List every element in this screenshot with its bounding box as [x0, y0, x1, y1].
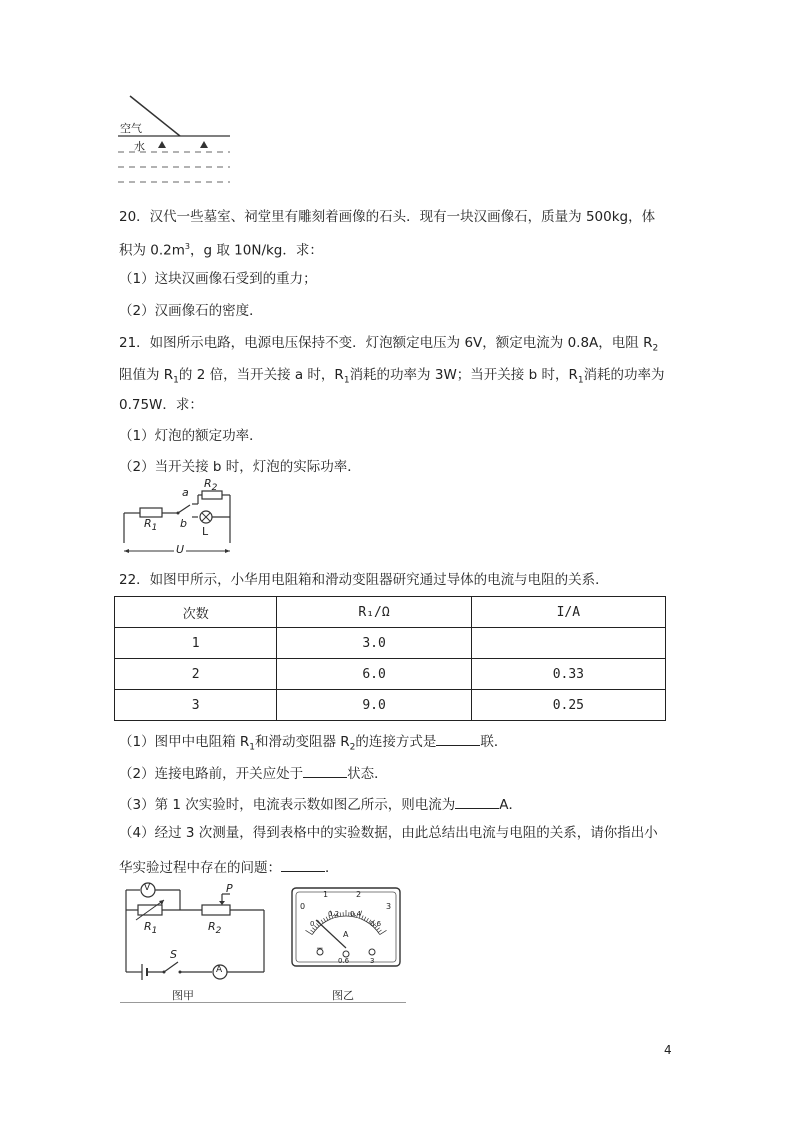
dial-tick	[312, 928, 315, 931]
r2-label: $R_2$	[204, 477, 218, 494]
q22-data-table	[114, 596, 666, 721]
scale-bottom-1: 0.2	[328, 910, 340, 918]
terminal-3: 3	[370, 957, 375, 965]
r1-label: $R_1$	[144, 517, 158, 534]
figure-yi-ammeter	[290, 886, 402, 1006]
minus-terminal: −	[316, 944, 324, 954]
scale-bottom-3: 0.6	[370, 920, 382, 928]
dial-tick	[362, 916, 364, 920]
slider-p-label: P	[226, 882, 233, 895]
q20-line2: 积为 $0.2m^3$，g 取 10N/kg．求：	[119, 242, 323, 259]
switch-s-label: S	[170, 948, 177, 961]
dial-tick	[314, 925, 317, 928]
dial-tick	[324, 918, 326, 921]
table-row	[115, 659, 666, 690]
q22-sub4-line2: 华实验过程中存在的问题： ．	[119, 857, 339, 877]
page-number: 4	[664, 1043, 672, 1057]
table-cell: 3	[115, 690, 277, 721]
water-label: 水	[134, 140, 145, 153]
figure-baseline-rule	[120, 1002, 406, 1003]
table-cell	[471, 628, 665, 659]
voltmeter-icon: V	[144, 883, 151, 893]
r2-label: $R_2$	[208, 920, 222, 937]
dial-tick	[364, 917, 366, 921]
scale-bottom-0: 0	[310, 920, 315, 928]
q21-sub1: （1）灯泡的额定功率．	[119, 428, 263, 444]
dial-tick	[366, 918, 368, 921]
table-cell: 2	[115, 659, 277, 690]
lamp-label: L	[202, 525, 209, 538]
figure-jia-circuit	[118, 880, 270, 1004]
table-header-cell: I/A	[471, 597, 665, 628]
q20-sub2: （2）汉画像石的密度．	[119, 303, 263, 319]
table-cell: 6.0	[277, 659, 471, 690]
scale-top-2: 2	[356, 890, 362, 899]
q20-line1: 20．汉代一些墓室、祠堂里有雕刻着画像的石头．现有一块汉画像石，质量为 500kg，体	[119, 209, 656, 225]
answer-blank[interactable]	[455, 794, 499, 809]
scale-top-3: 3	[386, 902, 392, 911]
table-cell: 0.25	[471, 690, 665, 721]
voltage-label: U	[176, 543, 185, 556]
terminal-0.6: 0.6	[338, 957, 350, 965]
figure-q21-circuit	[118, 477, 238, 561]
table-cell: 3.0	[277, 628, 471, 659]
dial-tick	[311, 930, 314, 932]
scale-top-1: 1	[323, 890, 329, 899]
q20-sub1: （1）这块汉画像石受到的重力；	[119, 271, 317, 287]
table-header-cell: R₁/Ω	[277, 597, 471, 628]
table-row	[115, 690, 666, 721]
scale-bottom-2: 0.4	[350, 910, 362, 918]
figure-yi-caption: 图乙	[332, 989, 354, 1002]
q22-sub4-line1: （4）经过 3 次测量，得到表格中的实验数据，由此总结出电流与电阻的关系，请你指出小	[119, 825, 658, 841]
r1-label: $R_1$	[144, 920, 158, 937]
ammeter-icon: A	[216, 965, 223, 975]
dial-tick	[377, 928, 380, 931]
dial-tick	[316, 923, 319, 926]
figure-jia-caption: 图甲	[172, 989, 194, 1002]
q21-line1: 21．如图所示电路，电源电压保持不变．灯泡额定电压为 6V，额定电流为 0.8A，电阻 $R_2$	[119, 335, 659, 354]
scale-top-0: 0	[300, 902, 306, 911]
answer-blank[interactable]	[281, 857, 325, 872]
air-label: 空气	[120, 122, 142, 135]
table-cell: 1	[115, 628, 277, 659]
table-cell: 9.0	[277, 690, 471, 721]
dial-tick	[340, 912, 341, 916]
q22-intro: 22．如图甲所示，小华用电阻箱和滑动变阻器研究通过导体的电流与电阻的关系．	[119, 572, 609, 588]
answer-blank[interactable]	[436, 731, 480, 746]
table-row	[115, 628, 666, 659]
table-header-cell: 次数	[115, 597, 277, 628]
dial-tick	[321, 920, 323, 923]
jia-circuit-diagram	[118, 880, 270, 1004]
unit-label: A	[343, 930, 349, 939]
q21-line3: 0.75W．求：	[119, 397, 203, 413]
switch-b-label: b	[180, 517, 187, 530]
switch-a-label: a	[182, 486, 189, 499]
table-cell: 0.33	[471, 659, 665, 690]
q22-sub2: （2）连接电路前，开关应处于 状态．	[119, 763, 388, 783]
answer-blank[interactable]	[303, 763, 347, 778]
table-header-row	[115, 597, 666, 628]
q22-sub3: （3）第 1 次实验时，电流表示数如图乙所示，则电流为 A．	[119, 794, 522, 814]
q21-sub2: （2）当开关接 b 时，灯泡的实际功率．	[119, 459, 361, 475]
q21-line2: 阻值为 $R_1$的 2 倍，当开关接 a 时，$R_1$消耗的功率为 3W；当开关接 b 时，$R_1$消耗的功率为	[119, 367, 665, 386]
dial-tick	[378, 930, 381, 932]
q22-sub1: （1）图甲中电阻箱 $R_1$和滑动变阻器 $R_2$的连接方式是 联．	[119, 731, 507, 757]
figure-refraction	[118, 92, 230, 190]
